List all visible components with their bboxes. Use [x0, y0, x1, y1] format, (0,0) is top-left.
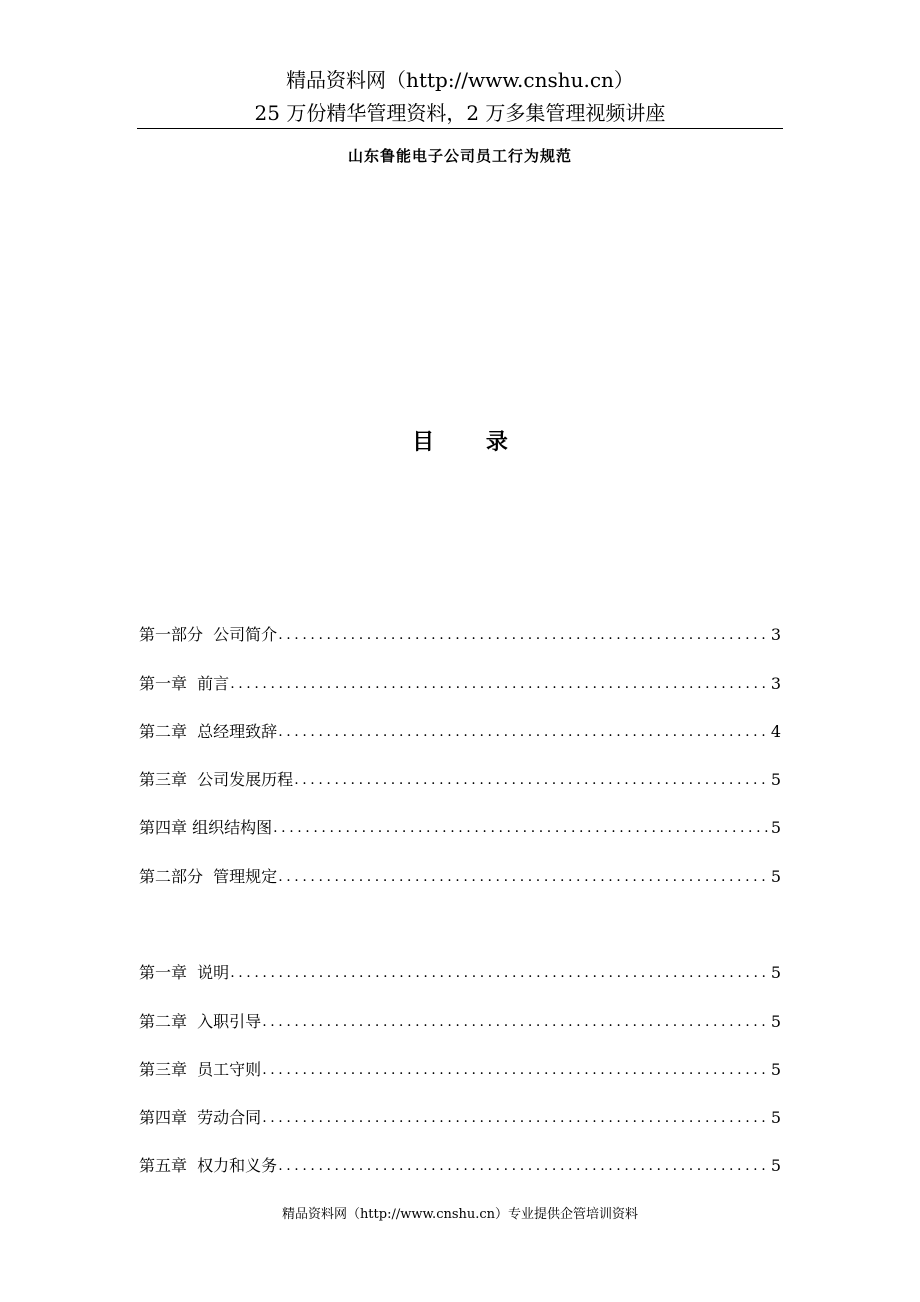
toc-dot-leader	[273, 817, 769, 839]
toc-entry-page: 5	[770, 867, 781, 886]
toc-entry-label: 第四章 组织结构图	[139, 818, 273, 837]
toc-entry-page: 5	[770, 1156, 781, 1175]
toc-entry-page: 5	[770, 1012, 781, 1031]
toc-entry[interactable]	[139, 769, 781, 791]
toc-entry[interactable]	[139, 1011, 781, 1033]
toc-entry[interactable]	[139, 1155, 781, 1177]
page-footer: 精品资料网（http://www.cnshu.cn）专业提供企管培训资料	[281, 1207, 639, 1222]
toc-entry[interactable]	[139, 866, 781, 888]
toc-dot-leader	[278, 721, 769, 743]
toc-entry-page: 5	[770, 770, 781, 789]
toc-entry[interactable]	[139, 1059, 781, 1081]
toc-entry-page: 3	[770, 625, 781, 644]
toc-dot-leader	[278, 624, 769, 646]
toc-entry-page: 5	[770, 1108, 781, 1127]
toc-entry-page: 5	[770, 1060, 781, 1079]
toc-entry-label: 第三章 公司发展历程	[139, 770, 294, 789]
toc-entry-label: 第一章 前言	[139, 674, 230, 693]
toc-dot-leader	[262, 1107, 769, 1129]
toc-entry[interactable]	[139, 721, 781, 743]
toc-entry[interactable]	[139, 624, 781, 646]
header-tagline: 25 万份精华管理资料，2 万多集管理视频讲座	[254, 101, 666, 125]
toc-entry-label: 第二章 总经理致辞	[139, 722, 278, 741]
toc-entry-page: 5	[770, 963, 781, 982]
document-title: 山东鲁能电子公司员工行为规范	[347, 147, 572, 165]
toc-dot-leader	[294, 769, 769, 791]
toc-entry-page: 4	[770, 722, 781, 741]
toc-entry-label: 第二章 入职引导	[139, 1012, 262, 1031]
toc-list	[139, 0, 781, 1200]
toc-entry-label: 第一部分 公司简介	[139, 625, 278, 644]
toc-entry-page: 3	[770, 674, 781, 693]
header-site-name: 精品资料网（http://www.cnshu.cn）	[286, 68, 634, 92]
toc-dot-leader	[262, 1011, 769, 1033]
toc-entry[interactable]	[139, 817, 781, 839]
toc-entry[interactable]	[139, 962, 781, 984]
toc-entry-label: 第五章 权力和义务	[139, 1156, 278, 1175]
toc-entry[interactable]	[139, 673, 781, 695]
toc-dot-leader	[278, 1155, 769, 1177]
toc-dot-leader	[230, 673, 769, 695]
toc-dot-leader	[230, 962, 769, 984]
toc-entry-label: 第四章 劳动合同	[139, 1108, 262, 1127]
toc-heading: 目 录	[412, 430, 530, 455]
toc-dot-leader	[262, 1059, 769, 1081]
toc-entry-label: 第二部分 管理规定	[139, 867, 278, 886]
toc-entry[interactable]	[139, 1107, 781, 1129]
toc-entry-label: 第三章 员工守则	[139, 1060, 262, 1079]
toc-dot-leader	[278, 866, 769, 888]
toc-entry-page: 5	[770, 818, 781, 837]
toc-entry-label: 第一章 说明	[139, 963, 230, 982]
